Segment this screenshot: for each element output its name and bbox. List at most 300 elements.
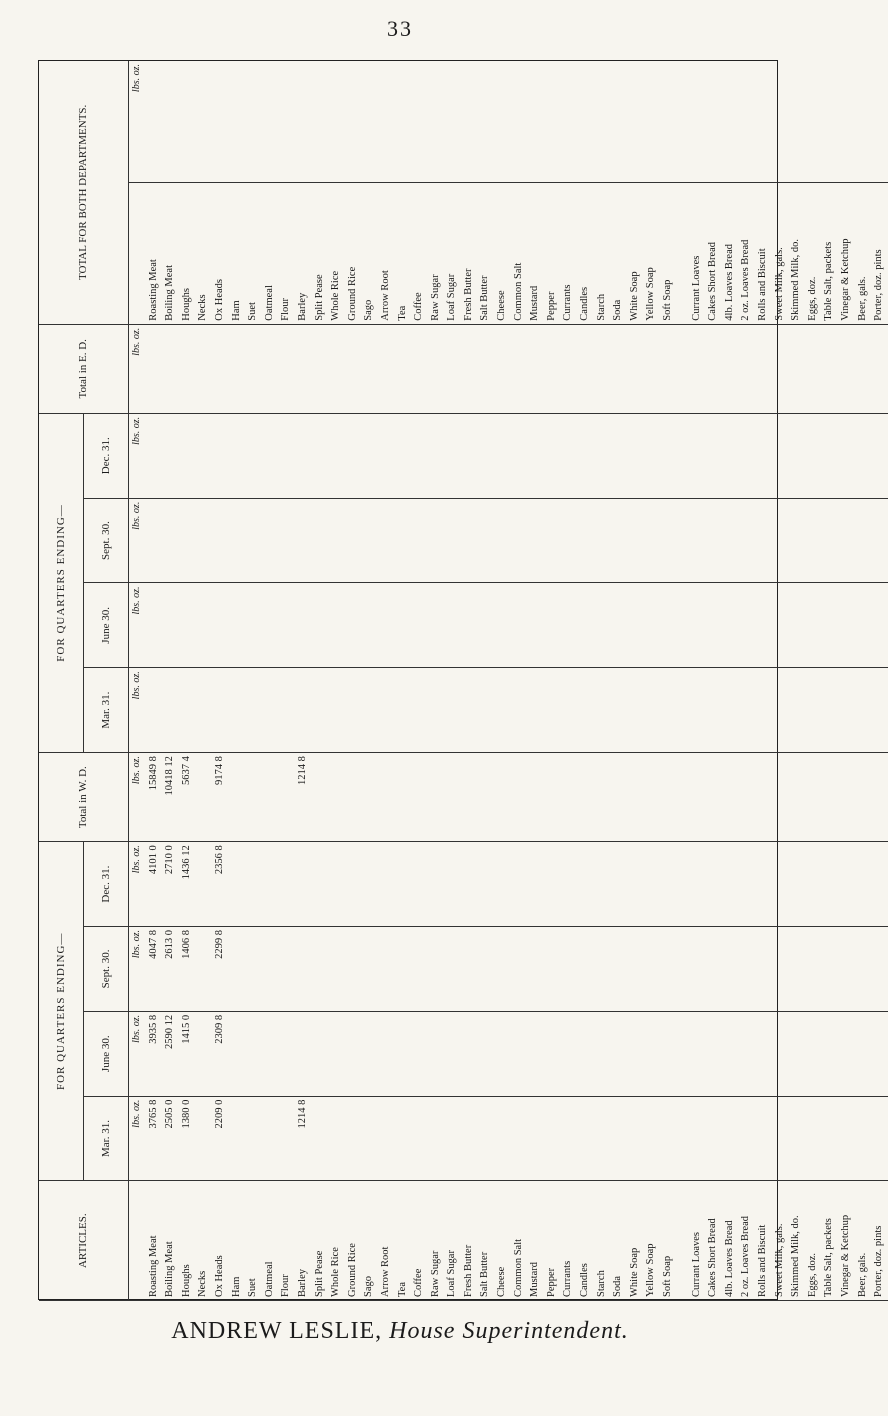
quantity-cell: 10418 12 (164, 756, 176, 796)
quantity-cell (544, 417, 561, 495)
quantity-cell (594, 845, 611, 923)
quantity-cell (477, 1100, 494, 1178)
article-name: Cheese (496, 1266, 508, 1297)
quantity-cell (772, 845, 789, 923)
quantity-cell (179, 671, 196, 749)
article-name: Porter, doz. pints (873, 1225, 885, 1297)
quantity-cell (855, 64, 872, 179)
quantity-cell (772, 586, 789, 664)
quantity-cell (643, 586, 660, 664)
ledger-sheet (38, 60, 885, 1300)
article-name: Raw Sugar (429, 274, 441, 321)
quantity-cell (643, 671, 660, 749)
wd-q2-column (129, 1011, 888, 1096)
quantity-cell (395, 930, 412, 1008)
quantity-cell (544, 930, 561, 1008)
quantity-cell (527, 756, 544, 838)
quantity-cell (643, 417, 660, 495)
article-name: Arrow Root (379, 1246, 391, 1297)
article-name: Soda (612, 1276, 624, 1297)
quantity-cell (705, 1015, 722, 1093)
quantity-cell (345, 930, 362, 1008)
wd-q4-header: Dec. 31. (84, 842, 129, 927)
quantity-cell (722, 586, 739, 664)
quantity-cell (821, 586, 838, 664)
quantity-cell (444, 930, 461, 1008)
quantity-cell (577, 417, 594, 495)
section-gap (677, 417, 689, 495)
quantity-cell (722, 845, 739, 923)
quantity-cell (871, 64, 888, 179)
quantity-cell (722, 64, 739, 179)
quantity-cell (345, 502, 362, 580)
quantity-cell (212, 502, 229, 580)
article-name: Beer, gals. (856, 1252, 868, 1297)
quantity-cell (660, 671, 677, 749)
article-name: White Soap (628, 1247, 640, 1297)
quantity-cell (278, 671, 295, 749)
units-label: lbs. oz. (131, 756, 142, 785)
quantity-cell (395, 845, 412, 923)
quantity-cell (312, 671, 329, 749)
quantity-cell (560, 671, 577, 749)
quantity-cell (689, 845, 706, 923)
ed-q4-header: Dec. 31. (84, 413, 129, 498)
quantity-cell (871, 586, 888, 664)
quantity-cell (245, 930, 262, 1008)
quantity-cell (821, 417, 838, 495)
quantity-cell (772, 756, 789, 838)
quantity-cell: 15849 8 (147, 756, 159, 791)
both-items-column (129, 183, 888, 324)
quantity-cell (660, 1015, 677, 1093)
quantity-cell (610, 328, 627, 410)
article-name: Necks (197, 294, 209, 321)
quantity-cell (494, 845, 511, 923)
quantity-cell (560, 586, 577, 664)
quantity-cell (610, 671, 627, 749)
article-name: Raw Sugar (429, 1250, 441, 1297)
units-label: lbs. oz. (131, 671, 142, 700)
quantity-cell (361, 930, 378, 1008)
quantity-cell (722, 756, 739, 838)
quantity-cell (594, 417, 611, 495)
quantity-cell (195, 586, 212, 664)
quantity-cell (511, 417, 528, 495)
article-name: Loaf Sugar (446, 1250, 458, 1297)
quantity-cell (229, 845, 246, 923)
quantity-cell (871, 671, 888, 749)
article-name: Cakes Short Bread (707, 241, 719, 321)
quantity-cell (788, 586, 805, 664)
provisions-table (39, 61, 888, 1301)
quantity-cell (738, 1100, 755, 1178)
units-label: lbs. oz. (131, 1014, 142, 1043)
quantity-cell (689, 502, 706, 580)
quantity-cell (560, 1100, 577, 1178)
quantity-cell (295, 502, 312, 580)
article-name: Common Salt (512, 262, 524, 321)
quantity-cell (755, 1015, 772, 1093)
quantity-cell (838, 586, 855, 664)
article-name: Cakes Short Bread (707, 1218, 719, 1297)
quantity-cell (738, 417, 755, 495)
quantity-cell (229, 328, 246, 410)
article-name: Skimmed Milk, do. (790, 1215, 802, 1297)
quantity-cell (345, 845, 362, 923)
quantity-cell (805, 586, 822, 664)
article-name: Candles (579, 1263, 591, 1297)
quantity-cell (262, 502, 279, 580)
quantity-cell (610, 756, 627, 838)
quantity-cell (262, 1100, 279, 1178)
article-name: Fresh Butter (462, 268, 474, 321)
quantity-cell: 9174 8 (213, 756, 225, 785)
section-gap (677, 1015, 689, 1093)
article-name: Salt Butter (479, 1251, 491, 1297)
quantity-cell (262, 417, 279, 495)
wd-q3-header: Sept. 30. (84, 927, 129, 1012)
quantity-cell (738, 502, 755, 580)
article-name: Beer, gals. (856, 276, 868, 321)
quantity-cell (511, 502, 528, 580)
quantity-cell (378, 328, 395, 410)
total-ed-header: Total in E. D. (39, 324, 129, 413)
quantity-cell (577, 930, 594, 1008)
article-name: White Soap (628, 271, 640, 321)
quantity-cell (461, 671, 478, 749)
quantity-cell (838, 845, 855, 923)
units-label: lbs. oz. (131, 1099, 142, 1128)
article-name: Split Pease (313, 274, 325, 321)
quantity-cell (772, 328, 789, 410)
article-name: Tea (396, 305, 408, 321)
quantity-cell (295, 64, 312, 179)
section-gap (677, 671, 689, 749)
quantity-cell (705, 756, 722, 838)
quantity-cell (511, 1100, 528, 1178)
quantity-cell (689, 586, 706, 664)
quantity-cell (660, 1100, 677, 1178)
quantity-cell (643, 502, 660, 580)
quantity-cell (195, 845, 212, 923)
quantity-cell (312, 930, 329, 1008)
quantity-cell (179, 328, 196, 410)
quantity-cell (312, 328, 329, 410)
quantity-cell (527, 64, 544, 179)
article-name: Whole Rice (330, 1247, 342, 1297)
quantity-cell (444, 64, 461, 179)
quantity-cell (705, 586, 722, 664)
article-name: Houghs (180, 1264, 192, 1297)
article-name: Yellow Soap (645, 1243, 657, 1297)
article-name: Ham (230, 1276, 242, 1297)
quantity-cell (195, 756, 212, 838)
quantity-cell (805, 328, 822, 410)
quantity-cell (594, 756, 611, 838)
quantity-cell (245, 586, 262, 664)
quantity-cell (560, 64, 577, 179)
quantity-cell (378, 64, 395, 179)
quantity-cell (162, 671, 179, 749)
quantity-cell (395, 586, 412, 664)
article-name: Eggs, doz. (806, 1252, 818, 1297)
section-gap (677, 186, 689, 320)
quantity-cell (594, 671, 611, 749)
quantity-cell (461, 1015, 478, 1093)
quantity-cell (477, 417, 494, 495)
superintendent-title: House Superintendent. (389, 1318, 629, 1344)
quantity-cell (395, 502, 412, 580)
quantity-cell (577, 845, 594, 923)
article-name: Ox Heads (213, 279, 225, 321)
quantity-cell (444, 328, 461, 410)
quantity-cell (378, 671, 395, 749)
quantity-cell (312, 845, 329, 923)
quantity-cell (755, 502, 772, 580)
quantity-cell (345, 756, 362, 838)
article-name: Sago (363, 299, 375, 321)
article-name: Barley (296, 1269, 308, 1297)
quantity-cell (855, 328, 872, 410)
quantity-cell (195, 502, 212, 580)
quantity-cell (395, 756, 412, 838)
quantity-cell (328, 1100, 345, 1178)
article-name: Oatmeal (263, 285, 275, 321)
quantity-cell (788, 845, 805, 923)
quantity-cell: 2356 8 (213, 845, 225, 875)
quantity-cell (444, 845, 461, 923)
article-name: Houghs (180, 288, 192, 321)
quantity-cell (627, 1015, 644, 1093)
quantity-cell (788, 1015, 805, 1093)
quantity-cell (660, 845, 677, 923)
quantity-cell (738, 1015, 755, 1093)
quantity-cell (627, 756, 644, 838)
quantity-cell (821, 64, 838, 179)
quantity-cell (146, 502, 163, 580)
quantity-cell (855, 1015, 872, 1093)
quantity-cell: 1436 12 (180, 845, 192, 880)
ed-q1-header: Mar. 31. (84, 668, 129, 753)
quantity-cell (627, 502, 644, 580)
quantity-cell (560, 502, 577, 580)
quantity-cell (162, 328, 179, 410)
wd-q1-header: Mar. 31. (84, 1096, 129, 1181)
quantity-cell: 1380 0 (180, 1099, 192, 1129)
article-name: Currant Loaves (690, 255, 702, 321)
quantity-cell (146, 417, 163, 495)
quantity-cell (345, 1100, 362, 1178)
quantity-cell (295, 671, 312, 749)
quantity-cell (643, 845, 660, 923)
quantity-cell (477, 1015, 494, 1093)
quantity-cell (689, 1100, 706, 1178)
quantity-cell (660, 586, 677, 664)
quantity-cell (627, 845, 644, 923)
quantity-cell (544, 1100, 561, 1178)
quantity-cell (544, 671, 561, 749)
quantity-cell (855, 671, 872, 749)
quantity-cell (444, 671, 461, 749)
quantity-cell (195, 671, 212, 749)
quantity-cell (805, 417, 822, 495)
quantity-cell (627, 930, 644, 1008)
quantity-cell (838, 930, 855, 1008)
quantity-cell (278, 417, 295, 495)
quantity-cell (245, 1015, 262, 1093)
section-gap (677, 64, 689, 179)
article-name: Starch (595, 1270, 607, 1297)
quantity-cell (477, 502, 494, 580)
article-name: Currant Loaves (690, 1231, 702, 1297)
quantity-cell (577, 328, 594, 410)
quantity-cell (278, 756, 295, 838)
article-name: Currants (562, 1260, 574, 1297)
quantity-cell (494, 671, 511, 749)
article-name: 4lb. Loaves Bread (723, 1220, 735, 1297)
quantity-cell (245, 756, 262, 838)
article-name: Suet (247, 302, 259, 321)
quantity-cell (494, 756, 511, 838)
quantity-cell (627, 64, 644, 179)
quantity-cell (444, 1015, 461, 1093)
quantity-cell (312, 502, 329, 580)
ed-q3-column (129, 498, 888, 583)
article-name: Pepper (545, 1267, 557, 1297)
quantity-cell (788, 417, 805, 495)
article-name: Flour (280, 297, 292, 321)
quantity-cell (755, 930, 772, 1008)
quantity-cell (722, 328, 739, 410)
signature-line (0, 1318, 800, 1345)
quantity-cell (278, 328, 295, 410)
quantity-cell (610, 930, 627, 1008)
quantity-cell (577, 756, 594, 838)
quantity-cell (871, 502, 888, 580)
quantity-cell (328, 845, 345, 923)
quantity-cell (444, 417, 461, 495)
quantity-cell (838, 502, 855, 580)
quantity-cell (461, 328, 478, 410)
article-name: Pepper (545, 291, 557, 321)
quantity-cell (577, 502, 594, 580)
quantity-cell (871, 845, 888, 923)
quantity-cell (738, 671, 755, 749)
quantity-cell (838, 64, 855, 179)
quantity-cell (361, 328, 378, 410)
quantity-cell (494, 586, 511, 664)
quantity-cell (411, 1015, 428, 1093)
quantity-cell (577, 586, 594, 664)
ed-q3-header: Sept. 30. (84, 498, 129, 583)
units-label: lbs. oz. (131, 586, 142, 615)
quantity-cell (328, 756, 345, 838)
quantity-cell (411, 1100, 428, 1178)
quantity-cell (577, 1100, 594, 1178)
quantity-cell (361, 756, 378, 838)
quantity-cell (689, 930, 706, 1008)
quantity-cell (378, 1015, 395, 1093)
quantity-cell (511, 845, 528, 923)
ed-quarters-header: FOR QUARTERS ENDING— (39, 413, 84, 752)
quantity-cell (738, 756, 755, 838)
quantity-cell (643, 756, 660, 838)
quantity-cell (278, 1015, 295, 1093)
quantity-cell (871, 328, 888, 410)
quantity-cell: 2505 0 (164, 1099, 176, 1129)
quantity-cell (295, 1015, 312, 1093)
article-name: Whole Rice (330, 270, 342, 321)
quantity-cell (245, 671, 262, 749)
quantity-cell: 4047 8 (147, 930, 159, 959)
quantity-cell (821, 845, 838, 923)
article-name: Boiling Meat (164, 1241, 176, 1297)
quantity-cell (594, 930, 611, 1008)
quantity-cell (162, 64, 179, 179)
quantity-cell (229, 64, 246, 179)
quantity-cell (162, 417, 179, 495)
quantity-cell (705, 417, 722, 495)
quantity-cell (146, 64, 163, 179)
quantity-cell (461, 64, 478, 179)
quantity-cell (195, 930, 212, 1008)
ed-q2-header: June 30. (84, 583, 129, 668)
article-name: Coffee (413, 292, 425, 321)
quantity-cell (838, 671, 855, 749)
quantity-cell (461, 417, 478, 495)
quantity-cell: 1214 8 (296, 756, 308, 785)
quantity-cell (245, 64, 262, 179)
quantity-cell (755, 417, 772, 495)
quantity-cell (805, 1100, 822, 1178)
section-gap (677, 845, 689, 923)
wd-total-column (129, 753, 888, 842)
quantity-cell (295, 328, 312, 410)
quantity-cell (195, 417, 212, 495)
quantity-cell (477, 64, 494, 179)
quantity-cell (855, 845, 872, 923)
quantity-cell (461, 502, 478, 580)
quantity-cell (772, 64, 789, 179)
section-gap (677, 586, 689, 664)
article-name: Soda (612, 299, 624, 321)
article-name: Coffee (413, 1268, 425, 1297)
quantity-cell (345, 671, 362, 749)
quantity-cell (444, 586, 461, 664)
section-gap (677, 1100, 689, 1178)
article-name: Roasting Meat (147, 259, 159, 321)
quantity-cell (411, 586, 428, 664)
quantity-cell (411, 756, 428, 838)
quantity-cell (245, 328, 262, 410)
article-name: Split Pease (313, 1250, 325, 1297)
quantity-cell (262, 930, 279, 1008)
quantity-cell (179, 417, 196, 495)
article-name: Barley (296, 292, 308, 321)
rotated-ledger (39, 61, 885, 1301)
quantity-cell: 3935 8 (147, 1014, 159, 1044)
section-gap (677, 756, 689, 838)
quantity-cell (805, 502, 822, 580)
quantity-cell: 1406 8 (180, 930, 192, 959)
total-wd-header: Total in W. D. (39, 753, 129, 842)
quantity-cell (378, 1100, 395, 1178)
article-name: Necks (197, 1270, 209, 1297)
quantity-cell (544, 845, 561, 923)
quantity-cell: 1415 0 (180, 1014, 192, 1044)
article-name: 2 oz. Loaves Bread (740, 1215, 752, 1297)
